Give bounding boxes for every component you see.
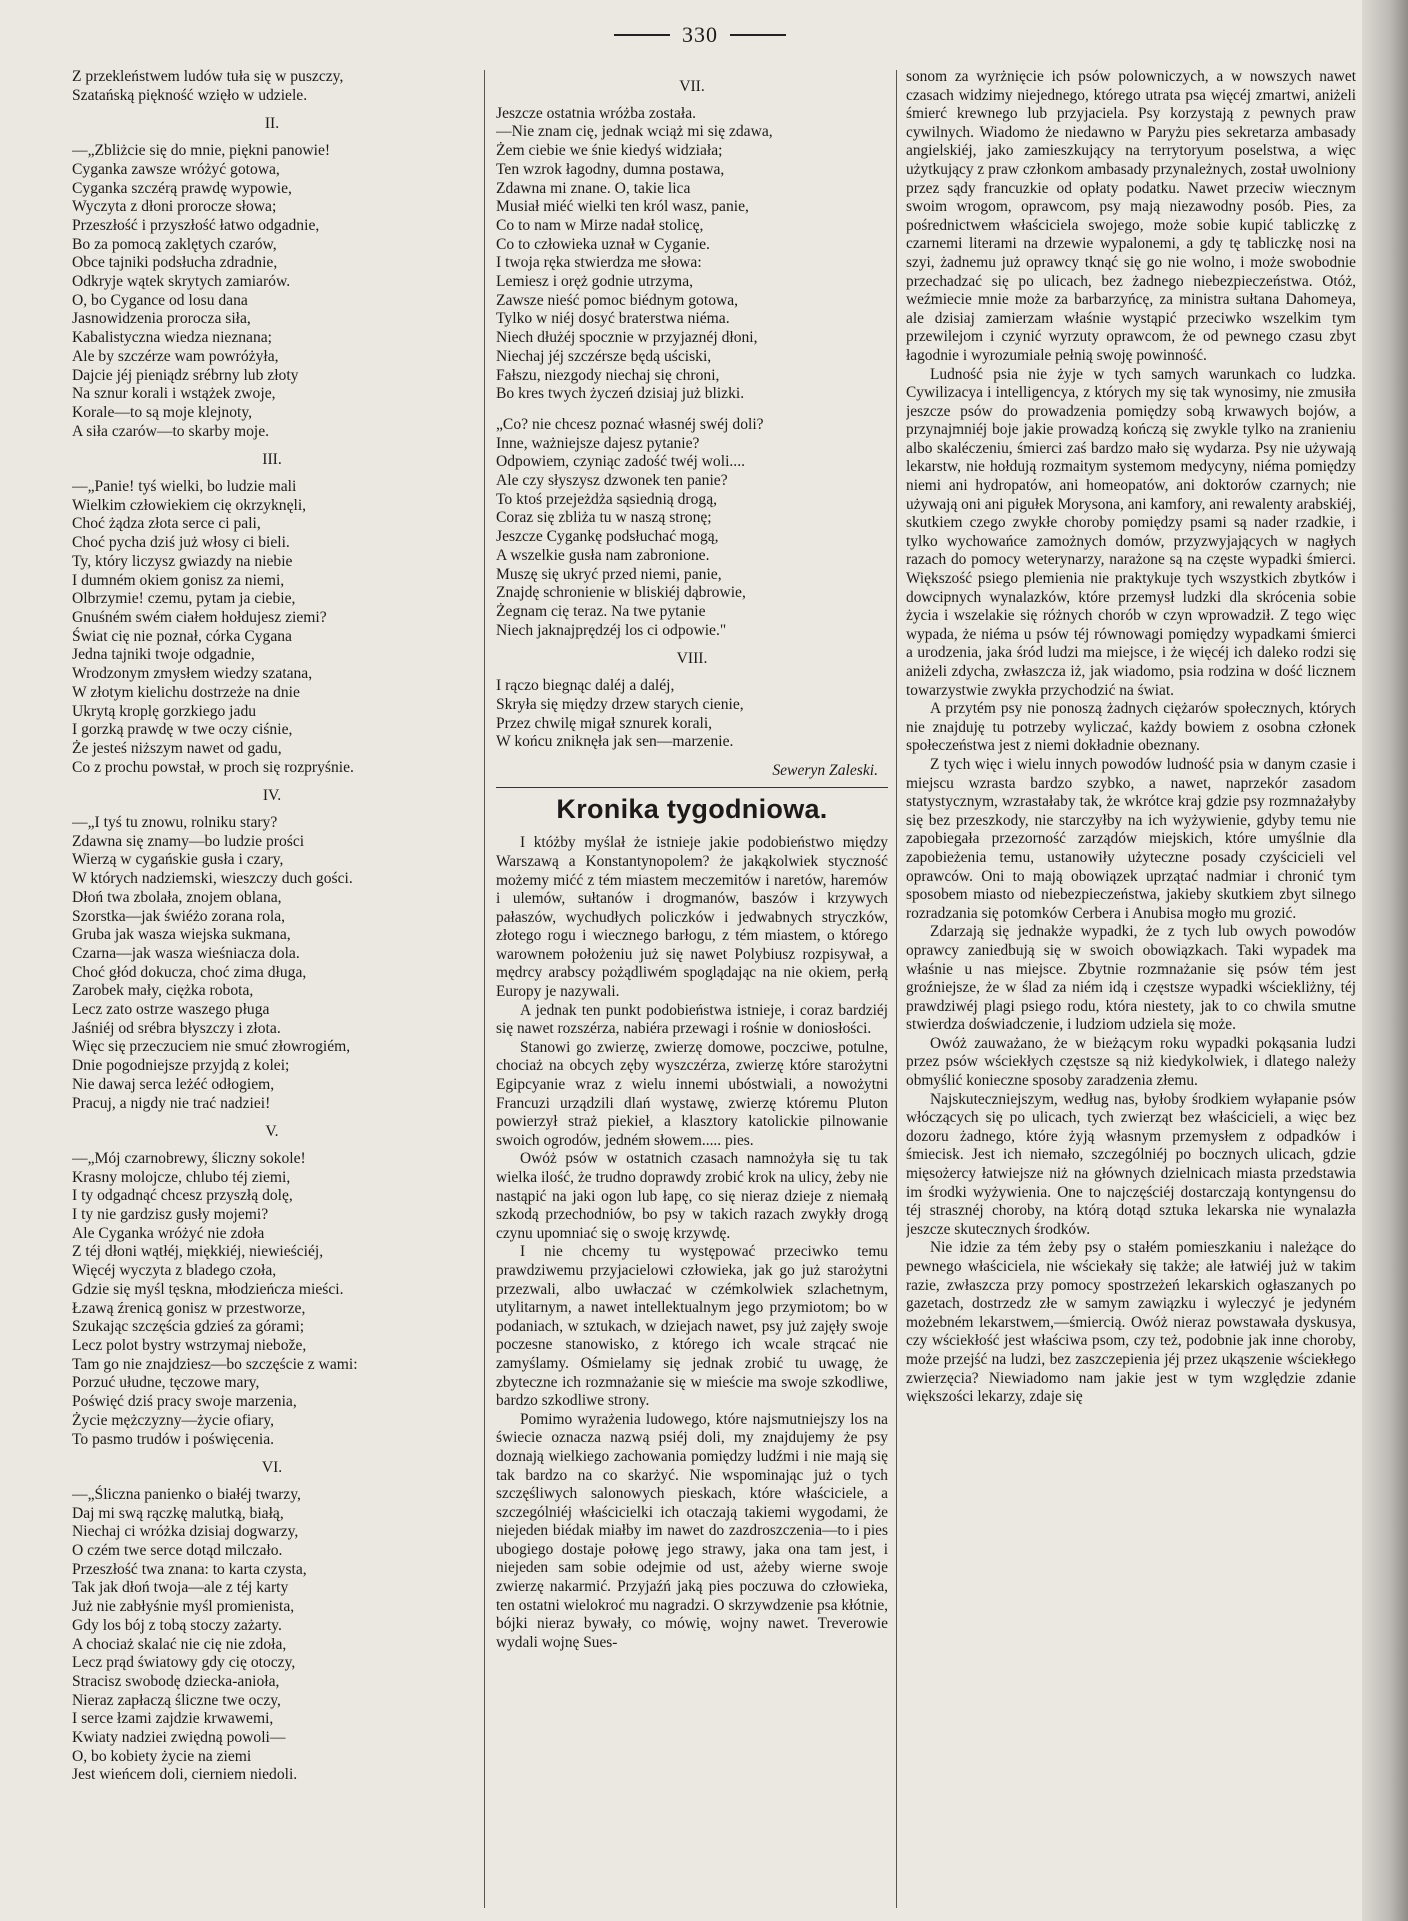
verse-line: W końcu zniknęła jak sen—marzenie. (496, 733, 734, 751)
verse-line: Nieraz zapłaczą śliczne twe oczy, (72, 1691, 281, 1709)
chronicle-title: Kronika tygodniowa. (556, 793, 828, 824)
verse-line: Bo za pomocą zaklętych czarów, (72, 235, 277, 253)
verse-line: Z téj dłoni wątłéj, miękkiéj, niewieściéj, (72, 1243, 324, 1261)
verse-line: Gdy los bój z tobą stoczy zażarty. (72, 1616, 282, 1634)
header-rule-right (730, 34, 786, 36)
verse-line: Niechaj ci wróżka dzisiaj dogwarzy, (72, 1523, 299, 1541)
verse-line: Szorstka—jak świéżo zorana rola, (72, 907, 286, 925)
verse-line: Szatańską piękność wzięło w udziele. (72, 86, 308, 104)
verse-line: Kwiaty nadziei zwiędną powoli— (72, 1729, 286, 1747)
verse-line: Ale Cyganka wróżyć nie zdoła (72, 1224, 265, 1242)
verse-line: Kabalistyczna wiedza nieznana; (72, 329, 273, 347)
verse-line: Niech dłużéj spocznie w przyjaznéj dłoni, (496, 329, 758, 347)
verse-line: A chociaż skalać nie cię nie zdoła, (72, 1635, 287, 1653)
verse-line: —„Zbliżcie się do mnie, piękni panowie! (72, 142, 331, 160)
poem-section-number: VI. (261, 1459, 283, 1477)
verse-line: Cyganka zawsze wróżyć gotowa, (72, 160, 280, 178)
verse-line: Co to nam w Mirze nadał stolicę, (496, 216, 704, 234)
verse-line: Znajdę schronienie w bliskiéj dąbrowie, (496, 584, 746, 602)
verse-line: Niechaj jéj szczérsze będą uściski, (496, 347, 712, 365)
verse-line: Obce tajniki podsłucha zdradnie, (72, 254, 278, 272)
verse-line: O, bo Cygance od losu dana (72, 291, 248, 309)
verse-line: Dłoń twa zbolała, znojem oblana, (72, 888, 282, 906)
verse-line: Olbrzymie! czemu, pytam ja ciebie, (72, 590, 296, 608)
verse-line: Cyganka szczérą prawdę wypowie, (72, 179, 292, 197)
verse-line: Że jesteś niższym nawet od gadu, (72, 739, 282, 757)
verse-line: O, bo kobiety życie na ziemi (72, 1747, 252, 1765)
chronicle-paragraph: sonom za wyrżnięcie ich psów polowniczych, a w nowszych nawet czasach widzimy niejednego, którego utrata psa więcéj zmartwi, aniżeli śmierć krewnego lub przyjaciela. Psy korzystają z pewnych praw cywilnych. Wiadomo że niedawno w Paryżu pies sekretarza ambasady angielskiéj, jako zamieszkujący na terrytoryum poselstwa, a więc użytkujący z praw członkom ambasady przynależnych, został uwolniony przez sądy francuzkie od opłaty podatku. Nawet przeciw wiecznym swoim wrogom, oprawcom, psy mają niezawodny posób. Pies, za pośrednictwem właściciela swojego, może sobie kupić tabliczkę z czarnemi literami na drzewie wypalonemi, a gdy tę tabliczkę nosi na szyi, żadnemu już oprawcy tknąć się go nie wolno, i może swobodnie przechadzać się po ulicach, bez żadnego niebezpieczeństwa. Otóż, weźmiecie mnie może za barbarzyńcę, za ministra sułtana Dahomeya, ale dzisiaj zamierzam właśnie wystąpić przeciwko wszelkim tym przewilejom i czynić wyrzuty oprawcom, że od pewnego czasu zbyt łagodnie i wyrozumiale pełnią swoję powinność. (906, 68, 1356, 364)
chronicle-paragraph: Stanowi go zwierzę, zwierzę domowe, poczciwe, potulne, chociaż na obcych zęby wyszczérza, zwierzę które starożytni Egipcyanie wraz z wielu innemi ubóstwiali, a nowożytni Francuzi urządzili dlań wystawę, zwierzę któremu Pluton powierzył straż piekieł, a klasztory katolickie pilnowanie swoich ogrodów, jedném słowem..... pies. (496, 1038, 888, 1149)
verse-line: —„I tyś tu znowu, rolniku stary? (72, 814, 278, 832)
chronicle-paragraph: Zdarzają się jednakże wypadki, że z tych lub owych powodów oprawcy zaniedbują się w swoich obowiązkach. Taki wypadek ma właśnie u nas miejsce. Zbytnie rozmnażanie się psów tém jest groźniejsze, że w ślad za niém idą i częstsze wypadki wściekliżny, téj prawdziwéj plagi psiego rodu, która niestety, jak to co chwila smutne stwierdza doświadczenie, i ludziom udziela się może. (906, 923, 1356, 1034)
verse-line: Nie dawaj serca leżéć odłogiem, (72, 1075, 275, 1093)
verse-line: Porzuć ułudne, tęczowe mary, (72, 1374, 260, 1392)
verse-line: Przez chwilę migał sznurek korali, (496, 714, 713, 732)
verse-line: Zdawna mi znane. O, takie lica (496, 179, 691, 197)
header-rule-left (614, 34, 670, 36)
verse-line: I serce łzami zajdzie krwawemi, (72, 1710, 274, 1728)
verse-line: To pasmo trudów i poświęcenia. (72, 1430, 275, 1448)
verse-line: I ty nie gardzisz gusły mojemi? (72, 1206, 269, 1224)
verse-line: Stracisz swobodę dziecka-anioła, (72, 1672, 280, 1690)
column-1-poem (72, 68, 472, 1908)
verse-line: Jest wieńcem doli, cierniem niedoli. (72, 1766, 298, 1784)
verse-line: Jeszcze Cygankę podsłuchać mogą, (496, 528, 719, 546)
chronicle-paragraph: Ludność psia nie żyje w tych samych warunkach co ludzka. Cywilizacya i intelligencya, z których my się tak wynosimy, nie zmusiła jeszcze psów do prowadzenia pomiędzy sobą krwawych bojów, a przynajmniéj boje jakie prowadzą kończą się zwykle tylko na zranieniu albo skaléczeniu, śmierci zaś bardzo mało się wydarza. Psy nie używają lekarstw, nie hołdują rozmaitym systemom medycyny, niéma pomiędzy niemi ani hydropatów, ani homeopatów, ani doktorów czarnych; nie używają oni ani pigułek Morysona, ani kamfory, ani rewalenty arabskiéj, skutkiem czego zwykłe choroby pomiędzy psami są nader rzadkie, i tylko wychowańce zamożnych domów, przyzwyjających w nagłych razach do pomocy weterynarzy, narażone są na częste wypadki śmierci. Większość psiego plemienia nie praktykuje tych wszystkich zbytków i dowcipnych wynalazków, które przemysł ludzki dla skrócenia sobie życia i wszelakie się różnych chorób w czyn wprowadził. Z tego więc wypada, że niéma u psów téj równowagi pomiędzy wypadkami śmierci a urodzenia, jaka śród ludzi ma miejsce, i że więcéj ich daleko rodzi się aniżeli zdycha, zwłaszcza iż, jak wiadomo, psia rodzina w dość licznem towarzystwie zwykła przychodzić na świat. (906, 365, 1356, 699)
verse-line: Choć żądza złota serce ci pali, (72, 515, 261, 533)
page-binding-edge (1362, 0, 1408, 1921)
poem-stanza (72, 1150, 472, 1449)
verse-line: Lemiesz i oręż godnie utrzyma, (496, 273, 694, 291)
verse-line: Lecz polot bystry wstrzymaj niebože, (72, 1337, 307, 1354)
verse-line: Lecz prąd światowy gdy cię otoczy, (72, 1654, 296, 1672)
section-divider (496, 787, 888, 788)
verse-line: A wszelkie gusła nam zabronione. (496, 546, 710, 564)
verse-line: Jaśniéj od srébra błyszczy i złota. (72, 1019, 281, 1037)
verse-line: Gruba jak wasza wiejska sukmana, (72, 926, 291, 944)
poem-section-number: IV. (262, 787, 282, 805)
verse-line: I gorzką prawdę w twe oczy ciśnie, (72, 721, 293, 739)
page-header (600, 20, 800, 50)
verse-line: —„Mój czarnobrewy, śliczny sokole! (72, 1149, 306, 1167)
chronicle-paragraph: Najskuteczniejszym, według nas, byłoby środkiem wyłapanie psów włóczących się po ulicach, tych zwierząt bez właścicieli, a więc bez dozoru żadnego, które żyją własnym przemysłem z odpadków i śmiecisk. Jest ich niemało, szczególniéj po bocznych ulicach, gdzie mięsożercy łatwiejsze niż na głównych dzielnicach miasta przedstawia im środki wyżywienia. One to najczęściéj dostarczają kontyngensu do téj strasznéj choroby, na którą dotąd sztuka lekarska nie wynalazła jeszcze skutecznych środków. (906, 1090, 1356, 1238)
verse-line: Jeszcze ostatnia wróżba została. (496, 104, 697, 122)
verse-line: Szukając szczęścia gdzieś za górami; (72, 1318, 305, 1336)
verse-line: Skryła się między drzew starych cienie, (496, 695, 744, 713)
verse-line: I twoja ręka stwierdza me słowa: (496, 254, 702, 272)
verse-line: Wrodzonym zmysłem wiedzy szatana, (72, 665, 313, 683)
verse-line: Co z prochu powstał, w proch się rozpryśnie. (72, 758, 354, 776)
verse-line: Tylko w niéj dosyć braterstwa niéma. (496, 310, 730, 328)
chronicle-paragraph: Pomimo wyrażenia ludowego, które najsmutniejszy los na świecie oznacza nazwą psiéj doli, my znajdujemy że psy doznają wielkiego zachowania pomiędzy ludźmi i nie mają się tak bardzo na co skarżyć. Nie wspominając już o tych szczęśliwych salonowych pieskach, które właściciele, a szczególniéj właścicielki ich otaczają takiemi wygodami, że niejeden biédak miałby im nawet do zazdroszczenia—to i pies ubogiego dostaje połowę jego strawy, jaka ona tam jest, i niejeden sam sobie odejmie od ust, ażeby wierne swoje zwierzę nakarmić. Przyjaźń jaką pies poczuwa do człowieka, ten ostatni wielokroć mu nagradzi. O skrzywdzenie psa kłótnie, bójki nieraz bywały, co mówię, wojny nawet. Treverowie wydali wojnę Sues- (496, 1410, 888, 1651)
verse-line: I ty odgadnąć chcesz przyszłą dolę, (72, 1187, 293, 1205)
verse-line: Bo kres twych życzeń dzisiaj już blizki. (496, 385, 745, 403)
verse-line: Wyczyta z dłoni prorocze słowa; (72, 198, 277, 216)
verse-line: Tam go nie znajdziesz—bo szczęście z wami: (72, 1355, 358, 1373)
poem-stanza (496, 677, 888, 752)
verse-line: Choć pycha dziś już włosy ci bieli. (72, 534, 290, 552)
chronicle-paragraph: Owóż zauważano, że w bieżącym roku wypadki pokąsania ludzi przez psów wściekłych częstsze są niż kiedykolwiek, i dlatego należy obmyślić konieczne sposoby zaradzenia złemu. (906, 1034, 1356, 1090)
verse-line: Daj mi swą rączkę malutką, białą, (72, 1504, 284, 1522)
verse-line: Ten wzrok łagodny, dumna postawa, (496, 160, 725, 178)
verse-line: „Co? nie chcesz poznać własnéj swéj doli? (496, 415, 764, 433)
poem-intro-stanza (72, 68, 472, 105)
verse-line: Przeszłość twa znana: to karta czysta, (72, 1560, 307, 1578)
poem-stanza (72, 1486, 472, 1785)
verse-line: Pracuj, a nigdy nie trać nadziei! (72, 1094, 271, 1112)
column-2 (496, 68, 888, 1908)
verse-line: I rączo biegnąc daléj a daléj, (496, 677, 675, 695)
verse-line: Zdawna się znamy—bo ludzie prości (72, 832, 305, 850)
verse-line: Z przekleństwem ludów tuła się w puszczy, (72, 68, 344, 85)
poem-sections (72, 115, 472, 1785)
verse-line: Życie mężczyzny—życie ofiary, (72, 1411, 275, 1429)
verse-line: Świat cię nie poznał, córka Cygana (72, 627, 292, 645)
verse-line: Już nie zabłyśnie myśl promienista, (72, 1598, 295, 1616)
verse-line: Zarobek mały, ciężka robota, (72, 982, 254, 1000)
verse-line: Korale—to są moje klejnoty, (72, 403, 253, 421)
verse-line: Niech jaknajprędzéj los ci odpowie." (496, 621, 727, 639)
verse-line: To ktoś przejeżdża sąsiednią drogą, (496, 490, 718, 508)
verse-line: Łzawą źrenicą gonisz w przestworze, (72, 1299, 306, 1317)
poem-signature: Seweryn Zaleski. (772, 761, 878, 779)
verse-line: Jedna tajniki twoje odgadnie, (72, 646, 255, 664)
verse-line: —Nie znam cię, jednak wciąż mi się zdawa, (496, 123, 773, 141)
verse-line: Więc się przeczuciem nie smuć złowrogiém, (72, 1038, 351, 1056)
verse-line: Muszę się ukryć przed niemi, panie, (496, 565, 722, 583)
chronicle-paragraph: Z tych więc i wielu innych powodów ludność psia w danym czasie i miejscu wzrasta bardzo szybko, a nawet, naprzekór zasadom statystycznym, wzrastałaby tak, że wkrótce kraj gdzie psy rozmnażałyby się bez przeszkody, nie starczyłby na ich wyżywienie, gdyby temu nie zapobiegała przezorność zarządów miejskich, które umyślnie dla zapobieżenia temu, ustanowiły użyteczne posady czyścicieli vel oprawców. Oni to mają obowiązek uprzątać nadmiar i chronić tym sposobem miasto od niebezpieczeństwa, jakieby skutkiem zbyt silnego rozradzania się potomków Cerbera i Anubisa mogło mu grozić. (906, 755, 1356, 922)
poem-sections-continued (496, 78, 888, 752)
verse-line: Tak jak dłoń twoja—ale z téj karty (72, 1579, 289, 1597)
verse-line: —„Śliczna panienko o białéj twarzy, (72, 1485, 301, 1503)
chronicle-paragraph: A przytém psy nie ponoszą żadnych ciężarów społecznych, których nie znajduję tu potrzeby wyliczać, każdy bowiem z osobna członek społeczeństwa jest z niemi dokładnie obeznany. (906, 700, 1356, 755)
verse-line: Coraz się zbliża tu w naszą stronę; (496, 509, 712, 527)
verse-line: O czém twe serce dotąd milczało. (72, 1542, 283, 1560)
page-number: 330 (682, 22, 718, 47)
poem-stanza (72, 478, 472, 777)
poem-section-number: III. (262, 451, 282, 469)
verse-line: Odpowiem, czyniąc zadość twéj woli.... (496, 453, 745, 471)
poem-stanza (496, 105, 888, 404)
verse-line: Przeszłość i przyszłość łatwo odgadnie, (72, 216, 320, 234)
chronicle-paragraph: I nie chcemy tu występować przeciwko temu prawdziwemu przyjacielowi człowieka, jak go już starożytni przezwali, albo uwłaczać w czémkolwiek szlachetnym, utylitarnym, a nawet intellektualnym jego przymiotom; bo w podaniach, w sztukach, w dziejach nawet, psy już zajęły swoje poczesne stanowisko, z którego ich wcale strącać nie zamyślamy. Ośmielamy się jednak zrobić tu uwagę, że zbyteczne ich rozmnażanie się w mieście ma swoje szkodliwe, bardzo szkodliwe strony. (496, 1243, 888, 1410)
verse-line: A siła czarów—to skarby moje. (72, 422, 270, 440)
poem-section-number: VII. (679, 78, 705, 95)
verse-line: I dumném okiem gonisz za niemi, (72, 571, 285, 589)
poem-stanza (72, 814, 472, 1113)
poem-stanza (72, 142, 472, 441)
verse-line: Jasnowidzenia prorocza siła, (72, 310, 251, 328)
verse-line: Więcéj wyczyta z bladego czoła, (72, 1262, 277, 1280)
verse-line: Dnie pogodniejsze przyjdą z kolei; (72, 1057, 290, 1075)
poem-stanza (496, 416, 888, 640)
stanza-gap (496, 404, 888, 416)
verse-line: Ty, który liczysz gwiazdy na niebie (72, 552, 293, 570)
poem-section-number: II. (264, 115, 280, 133)
verse-line: Ale czy słyszysz dzwonek ten panie? (496, 472, 728, 490)
verse-line: Musiał miéć wielki ten król wasz, panie, (496, 198, 749, 216)
column-divider-1 (484, 70, 485, 1908)
verse-line: Ale by szczérze wam powróżyła, (72, 347, 279, 365)
verse-line: Wierzą w cygańskie gusła i czary, (72, 851, 284, 869)
verse-line: Żem ciebie we śnie kiedyś widziała; (496, 142, 723, 160)
poem-section-number: VIII. (676, 650, 708, 668)
verse-line: Choć głód dokucza, choć zima długa, (72, 963, 307, 981)
chronicle-paragraph: I któżby myślał że istnieje jakie podobieństwo między Warszawą a Konstantynopolem? że jakąkolwiek styczność możemy mićć z tém miastem meczemitów i naretów, haremów i ulemów, sułtanów i drogmanów, baszów i krzywych pałaszów, wychudłych policzków i jedwabnych stryczków, złotego rogu i wiecznego barłogu, z tém miastem, o którego warownem położeniu już się nawet Polybiusz rozpisywał, a mędrcy arabscy pożądliwém spoglądając na nie okiem, perłą Europy je nazywali. (496, 834, 888, 1001)
verse-line: W których nadziemski, wieszczy duch gości. (72, 870, 353, 888)
verse-line: Poświęć dziś pracy swoje marzenia, (72, 1393, 297, 1411)
column-3-chronicle (906, 68, 1356, 1908)
poem-section-number: V. (265, 1123, 279, 1141)
verse-line: Fałszu, niezgody niechaj się chroni, (496, 366, 720, 384)
verse-line: Czarna—jak wasza wieśniacza dola. (72, 944, 300, 962)
verse-line: Żegnam cię teraz. Na twe pytanie (496, 602, 706, 620)
verse-line: W złotym kielichu dostrzeże na dnie (72, 683, 300, 701)
chronicle-paragraph: Owóż psów w ostatnich czasach namnożyła się tu tak wielka ilość, że trudno doprawdy zrobić krok na ulicy, żeby nie nastąpić na jaki ogon lub łapę, co się nieraz dzieje z niemałą szkodą przechodniów, bo psy w takich razach zwykły drogą czynu upomniać się o swoję krzywdę. (496, 1150, 888, 1242)
verse-line: Dajcie jéj pieniądz srébrny lub złoty (72, 366, 299, 384)
chronicle-text-part-2 (906, 68, 1356, 1407)
verse-line: Co to człowieka uznał w Cyganie. (496, 235, 710, 253)
verse-line: Zawsze nieść pomoc biédnym gotowa, (496, 291, 739, 309)
verse-line: Krasny molojcze, chlubo téj ziemi, (72, 1168, 291, 1186)
verse-line: Lecz zato ostrze waszego pługa (72, 1001, 270, 1019)
verse-line: Na sznur korali i wstążek zwoje, (72, 385, 276, 403)
chronicle-paragraph: Nie idzie za tém żeby psy o stałém pomieszkaniu i należące do pewnego właściciela, nie wściekały się także; ale łatwiéj już w takim razie, zwłaszcza przy pomocy spostrzeżeń lekarskich ogłaszanych po gazetach, dostrzedz złe w samym zawiązku i wyleczyć je jedyném możebném lekarstwem,—śmiercią. Owóż nieraz powstawała dyskusya, czy wściekłość jest właściwa psom, czy też, podobnie jak inne choroby, może przejść na ludzi, bez zaszczepienia jéj przez ukąszenie wściekłego zwierzęcia? Niewiadomo nam jakie jest w tym względzie zdanie większości lekarzy, zdaje się (906, 1239, 1356, 1406)
verse-line: Wielkim człowiekiem cię okrzyknęli, (72, 496, 307, 514)
verse-line: —„Panie! tyś wielki, bo ludzie mali (72, 478, 297, 496)
chronicle-paragraph: A jednak ten punkt podobieństwa istnieje, i coraz bardziéj się nawet rozszérza, nabiéra przewagi i rośnie w doniosłości. (496, 1001, 888, 1038)
verse-line: Gdzie się myśl tęskna, młodzieńcza mieści. (72, 1280, 344, 1298)
verse-line: Inne, ważniejsze dajesz pytanie? (496, 434, 700, 452)
verse-line: Gnuśném swém ciałem hołdujesz ziemi? (72, 608, 327, 626)
verse-line: Odkryje wątek skrytych zamiarów. (72, 273, 291, 291)
verse-line: Ukrytą kroplę gorzkiego jadu (72, 702, 257, 720)
chronicle-text-part-1 (496, 834, 888, 1652)
column-divider-2 (896, 70, 897, 1908)
